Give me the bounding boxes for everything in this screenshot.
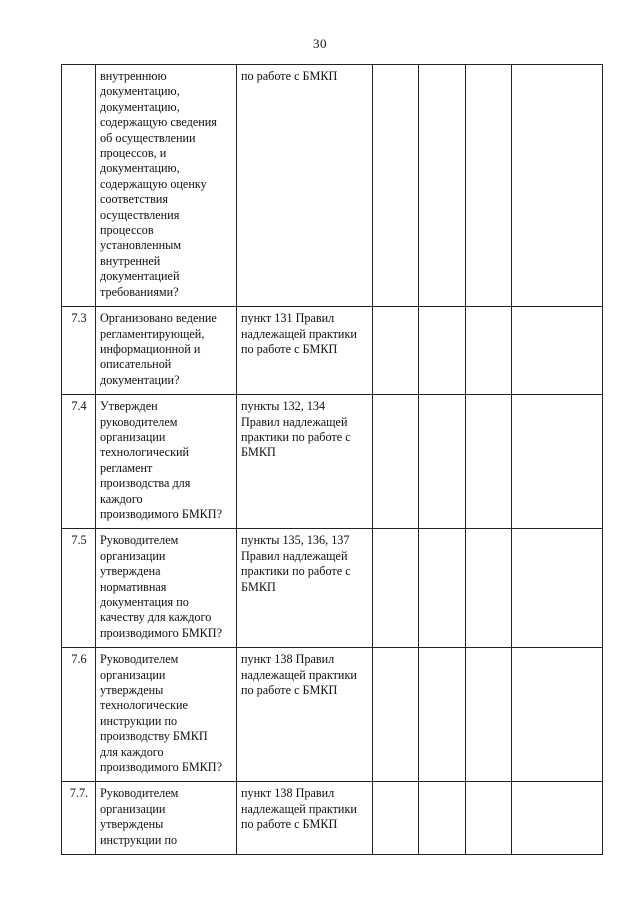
row-number: 7.4: [62, 395, 96, 529]
reference-cell: [237, 395, 373, 529]
answer-cell: [512, 307, 603, 395]
answer-cell: [419, 648, 466, 782]
answer-cell: [419, 782, 466, 855]
question-cell: [96, 648, 237, 782]
answer-cell: [466, 65, 512, 307]
reference-text: пункт 138 Правил надлежащей практики по работе с БМКП: [241, 652, 357, 698]
page-number: 30: [313, 36, 327, 51]
table-row: [62, 782, 603, 855]
reference-text: пункт 131 Правил надлежащей практики по работе с БМКП: [241, 311, 357, 356]
table-row: [62, 395, 603, 529]
answer-cell: [373, 529, 419, 648]
answer-cell: [419, 65, 466, 307]
question-cell: [96, 307, 237, 395]
checklist-table: [61, 64, 603, 855]
answer-cell: [512, 782, 603, 855]
table-row: [62, 529, 603, 648]
question-cell: [96, 529, 237, 648]
answer-cell: [373, 395, 419, 529]
question-text: Руководителем организации утверждены инструкции по: [100, 786, 179, 847]
reference-text: по работе с БМКП: [241, 69, 338, 83]
row-number: 7.3: [62, 307, 96, 395]
row-number: [62, 65, 96, 307]
answer-cell: [373, 782, 419, 855]
answer-cell: [512, 395, 603, 529]
row-number: 7.5: [62, 529, 96, 648]
reference-cell: [237, 648, 373, 782]
question-cell: [96, 782, 237, 855]
answer-cell: [512, 648, 603, 782]
table-row: [62, 307, 603, 395]
reference-text: пункты 132, 134 Правил надлежащей практики по работе с БМКП: [241, 399, 351, 460]
question-text: Руководителем организации утверждены технологические инструкции по производству БМКП для каждого производимого БМКП?: [100, 652, 222, 775]
answer-cell: [512, 529, 603, 648]
question-cell: [96, 395, 237, 529]
row-number: 7.7.: [62, 782, 96, 855]
answer-cell: [466, 307, 512, 395]
reference-text: пункты 135, 136, 137 Правил надлежащей практики по работе с БМКП: [241, 533, 351, 594]
answer-cell: [512, 65, 603, 307]
table-row: [62, 648, 603, 782]
answer-cell: [466, 782, 512, 855]
question-text: Руководителем организации утверждена нормативная документация по качеству для каждого производимого БМКП?: [100, 533, 222, 640]
question-cell: [96, 65, 237, 307]
row-number: 7.6: [62, 648, 96, 782]
answer-cell: [419, 529, 466, 648]
question-text: Утвержден руководителем организации технологический регламент производства для каждого производимого БМКП?: [100, 399, 222, 521]
answer-cell: [466, 395, 512, 529]
reference-cell: [237, 529, 373, 648]
reference-cell: [237, 782, 373, 855]
reference-text: пункт 138 Правил надлежащей практики по работе с БМКП: [241, 786, 357, 832]
question-text: Организовано ведение регламентирующей, информационной и описательной документации?: [100, 311, 217, 387]
reference-cell: [237, 307, 373, 395]
answer-cell: [466, 529, 512, 648]
answer-cell: [419, 395, 466, 529]
answer-cell: [373, 307, 419, 395]
answer-cell: [466, 648, 512, 782]
reference-cell: [237, 65, 373, 307]
answer-cell: [419, 307, 466, 395]
answer-cell: [373, 648, 419, 782]
table-row: [62, 65, 603, 307]
question-text: внутреннюю документацию, документацию, содержащую сведения об осуществлении процессов, и документацию, содержащую оценку соответствия осуществления процессов установленным внутренней документацией требованиями?: [100, 69, 217, 299]
answer-cell: [373, 65, 419, 307]
